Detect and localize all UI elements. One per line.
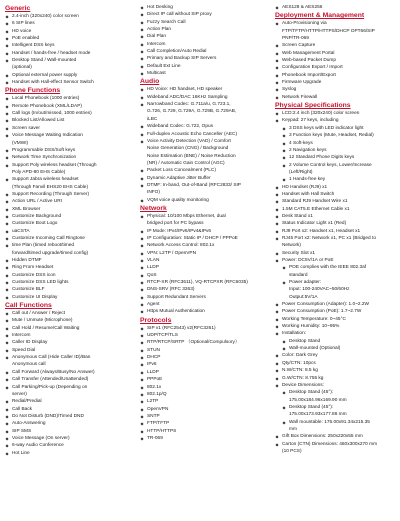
spec-item: ◆ Customize BLF xyxy=(5,286,133,293)
spec-item: ◆ Customize DSS LED lights xyxy=(5,279,133,286)
spec-item: ◆ RTCP-XR (RFC3611), VQ-RTCPXR (RFC6035) xyxy=(140,279,268,286)
spec-item: ◆ SIP v1 (RFC2543) v2(RFC3261) xyxy=(140,325,268,332)
spec-item: ◆ uaCSTA xyxy=(5,228,133,235)
spec-item: ◆ Call Transfer (Attended/Unattended) xyxy=(5,376,133,383)
spec-item: ◆ STUN xyxy=(140,347,268,354)
spec-item: ◆ Action URL / Active URI xyxy=(5,198,133,205)
spec-item: ◆ Standard RJ9 Handset Wire x1 xyxy=(275,198,397,205)
spec-item: ◆ Narrowband Codec: G.711a/u, G.723.1, G.726, G.729, G.729A, G.729B, G.729AB, iLBC xyxy=(140,101,268,123)
spec-item: ◆ Customize Incoming Call Ringtone xyxy=(5,235,133,242)
spec-item: ◆ IP Mode: IPv4/IPv6/IPv4&IPv6 xyxy=(140,228,268,235)
spec-item: ◆ SIP SMS xyxy=(5,428,133,435)
spec-item: ◆ VQM voice quality monitoring xyxy=(140,197,268,204)
spec-item: ◆ Power Consumption (Adapter): 1.0~2.2W xyxy=(275,301,397,308)
spec-item: ◆ Support Poly wireless headset (Through Poly APD-80 EHS Cable) xyxy=(5,162,133,177)
spec-item: ◆ Optional external power supply xyxy=(5,72,133,79)
spec-item: ◆ Full-duplex Acoustic Echo Canceller (AEC) xyxy=(140,131,268,138)
spec-item: ◆ Screen saver xyxy=(5,125,133,132)
spec-item: ◆ Voice Message Waiting Indication (VMWI) xyxy=(5,132,133,147)
spec-list xyxy=(5,13,133,86)
spec-item: ◆ Screen Capture xyxy=(275,42,397,49)
spec-item: ◆ Working Humidity: 10~95% xyxy=(275,323,397,330)
spec-item: ◆ Physical: 10/100 Mbps Ethernet, dual bridged port for PC bypass xyxy=(140,213,268,228)
spec-item: ◆ HD voice xyxy=(5,28,133,35)
spec-item: ◆ Wideband Codec: G.722, Opus xyxy=(140,123,268,130)
spec-item: ◆ Dynamic Adaptive Jitter Buffer xyxy=(140,175,268,182)
spec-sub-item: ◆ Desktop Stand xyxy=(275,338,397,345)
spec-item: ◆ PPPoE xyxy=(140,376,268,383)
spec-item: ◆ 6-way Audio Conference xyxy=(5,442,133,449)
spec-item: ◆ HD Voice: HD handset, HD speaker xyxy=(140,86,268,93)
spec-item: ◆ Programmable DSS/Soft keys xyxy=(5,147,133,154)
spec-item: ◆ Call Forward (Always/Busy/No Answer) xyxy=(5,369,133,376)
spec-item: ◆ Color: Dark Grey xyxy=(275,352,397,359)
spec-item: ◆ Handset with Hall-effect Sensor Switch xyxy=(5,79,133,86)
spec-item: ◆ AES128 & AES256 xyxy=(275,4,397,11)
spec-item: ◆ Call Hold / Resume/Call Waiting xyxy=(5,325,133,332)
spec-item: ◆ Customize Boot Logo xyxy=(5,220,133,227)
spec-item: ◆ Network Firewall xyxy=(275,94,397,101)
spec-item: ◆ Call Completion/Auto Redial xyxy=(140,48,268,55)
spec-item: ◆ Configuration Export / Import xyxy=(275,64,397,71)
spec-item: ◆ Power: DC5V/1A or PoE xyxy=(275,257,397,264)
spec-item: ◆ RJ9 Port x2: Handset x1, Headset x1 xyxy=(275,228,397,235)
section-network xyxy=(140,205,268,316)
spec-item: ◆ Blocked List/Allowed List xyxy=(5,117,133,124)
spec-item: ◆ FTP/TFTP xyxy=(140,420,268,427)
spec-item: ◆ Caller ID Display xyxy=(5,339,133,346)
section-heading: Network xyxy=(140,204,167,212)
spec-item: ◆ OpenVPN xyxy=(140,406,268,413)
spec-item: ◆ Do Not Disturb (DND)/Timed DND xyxy=(5,413,133,420)
spec-item: ◆ Multicast xyxy=(140,70,268,77)
spec-item: ◆ VLAN xyxy=(140,257,268,264)
spec-item: ◆ Keypad: 27 keys, including xyxy=(275,117,397,124)
spec-sub-item: ◆ 3 Function keys (Mute, Headset, Redial) xyxy=(275,132,397,139)
spec-item: ◆ Auto-Provisioning via FTP/TFTP/HTTP/HTTPS/DHCP OPT66/SIP PNP/TR-069 xyxy=(275,20,397,42)
spec-sub-item: ◆ POE complies with the IEEE 802.3af standard xyxy=(275,264,397,279)
spec-item: ◆ Intercom xyxy=(5,332,133,339)
spec-item: ◆ Ring From Headset xyxy=(5,264,133,271)
spec-item: ◆ SNTP xyxy=(140,413,268,420)
spec-sub-item: ◆ 12 Standard Phone Digits keys xyxy=(275,154,397,161)
section-phone-functions xyxy=(5,87,133,301)
spec-item: ◆ 802.1p/Q xyxy=(140,391,268,398)
spec-sub-item: ◆ Wall-mounted (Optional) xyxy=(275,345,397,352)
spec-item: ◆ Working Temperature: 0~45°C xyxy=(275,316,397,323)
spec-item: ◆ HTTP/HTTPS xyxy=(140,428,268,435)
spec-item: ◆ Wideband ADC/DAC 16KHz Sampling xyxy=(140,94,268,101)
spec-item: ◆ Status Indicator Light x1 (Red) xyxy=(275,220,397,227)
spec-sub-item: ◆ 4 Soft-keys xyxy=(275,140,397,147)
spec-item: ◆ Voice Activity Detection (VAD) / Comfort Noise Generation (CNG) / Background Noise Estimation (BNE) / Noise Reduction (NR) / Automatic Gain Control (AGC) xyxy=(140,138,268,167)
spec-list xyxy=(140,325,268,443)
spec-item: ◆ Web-based Packet Dump xyxy=(275,57,397,64)
section-heading: Generic xyxy=(5,5,31,12)
spec-item: ◆ Customize Background xyxy=(5,213,133,220)
spec-item: ◆ Handset with Hall Switch xyxy=(275,191,397,198)
spec-item: ◆ Auto-Answering xyxy=(5,420,133,427)
spec-item: ◆ LLDP xyxy=(140,264,268,271)
section-heading: Phone Functions xyxy=(5,87,61,95)
spec-item: ◆ TR-069 xyxy=(140,435,268,442)
spec-list xyxy=(140,213,268,316)
spec-item: ◆ Hidden DTMF xyxy=(5,257,133,264)
spec-item: ◆ time Plan (timed reboot/timed forward/timed upgrade/timed config) xyxy=(5,242,133,257)
spec-item: ◆ 802.1x xyxy=(140,384,268,391)
spec-item: ◆ Call Back xyxy=(5,406,133,413)
spec-item: ◆ Security Slot x1 xyxy=(275,250,397,257)
spec-item: ◆ Dial Plan xyxy=(140,33,268,40)
spec-item: ◆ Carton (CTN) Dimensions: 460x300x270 mm (10 PCS) xyxy=(275,441,397,456)
spec-item: ◆ Anonymous Call (Hide Caller ID)/Ban Anonymous call xyxy=(5,354,133,369)
spec-item: ◆ UDP/TCP/TLS xyxy=(140,332,268,339)
spec-item: ◆ IP Configuration: Static IP / DHCP / PPPoE xyxy=(140,235,268,242)
column-middle xyxy=(140,4,268,442)
spec-sub-item: ◆ Desktop Stand (45°): 175.00x184.96x169.90 mm xyxy=(275,389,397,404)
section-continued xyxy=(140,4,268,77)
spec-item: ◆ IPv6 xyxy=(140,361,268,368)
spec-item: ◆ RTP/RTCP/SRTP （Optional/Compulsory） xyxy=(140,339,268,346)
spec-item: ◆ Intelligent DSS keys xyxy=(5,42,133,49)
spec-item: ◆ Redial/Predial xyxy=(5,398,133,405)
column-left xyxy=(5,4,133,457)
spec-item: ◆ LCD:2.4 inch (320x240) color screen xyxy=(275,110,397,117)
spec-item: ◆ XML Browser xyxy=(5,206,133,213)
spec-item: ◆ Local Phonebook (1000 entries) xyxy=(5,95,133,102)
spec-item: ◆ Network Access Control: 802.1x xyxy=(140,242,268,249)
spec-item: ◆ Intercom xyxy=(140,41,268,48)
section-heading: Physical Specifications xyxy=(275,102,351,110)
spec-item: ◆ Customize DSS icon xyxy=(5,272,133,279)
spec-item: ◆ Voice Message (On server) xyxy=(5,435,133,442)
column-right xyxy=(275,4,397,455)
spec-list xyxy=(5,95,133,301)
section-audio xyxy=(140,78,268,204)
spec-list xyxy=(140,86,268,204)
spec-list xyxy=(5,310,133,457)
section-deployment-management xyxy=(275,12,397,101)
spec-item: ◆ PoE enabled xyxy=(5,35,133,42)
section-heading: Call Functions xyxy=(5,302,52,310)
spec-sub-item: ◆ 2 Navigation keys xyxy=(275,147,397,154)
spec-item: ◆ Mute / Unmute (Microphone) xyxy=(5,317,133,324)
section-physical-specifications xyxy=(275,102,397,455)
spec-item: ◆ Agent xyxy=(140,301,268,308)
spec-item: ◆ Fuzzy Search Call xyxy=(140,19,268,26)
spec-sub-item: ◆ Power adapter: Input: 100-240VAC~50/60Hz Output:5V/1A xyxy=(275,279,397,301)
spec-item: ◆ N.W/CTN: 8.5 kg xyxy=(275,367,397,374)
spec-item: ◆ Qty/CTN: 10pcs xyxy=(275,360,397,367)
section-continued xyxy=(275,4,397,11)
spec-item: ◆ DTMF: In-band, Out-of-Band (RFC2833/ SIP INFO) xyxy=(140,182,268,197)
section-heading: Audio xyxy=(140,78,160,86)
spec-item: ◆ 1.5M CAT5.E Ethernet Cable x1 xyxy=(275,206,397,213)
spec-item: ◆ Remote Phonebook (XML/LDAP) xyxy=(5,103,133,110)
section-generic xyxy=(5,5,133,86)
spec-item: ◆ Installation: xyxy=(275,330,397,337)
spec-item: ◆ Network Time Synchronization xyxy=(5,154,133,161)
spec-item: ◆ G.W/CTN: 8.755 kg xyxy=(275,375,397,382)
spec-item: ◆ Call Parking/Pick-up (Depending on server) xyxy=(5,384,133,399)
spec-item: ◆ Support Redundant Servers xyxy=(140,294,268,301)
spec-item: ◆ Call out / Answer / Reject xyxy=(5,310,133,317)
spec-sub-item: ◆ Wall mountable: 175.00x91.34x215.35 mm xyxy=(275,419,397,434)
spec-item: ◆ Primary and Backup SIP Servers xyxy=(140,55,268,62)
spec-list xyxy=(275,4,397,11)
spec-item: ◆ Support Recording (Through Server) xyxy=(5,191,133,198)
section-call-functions xyxy=(5,302,133,457)
spec-item: ◆ VPN: L2TP / OpenVPN xyxy=(140,250,268,257)
spec-item: ◆ Https Mutual Authentication xyxy=(140,308,268,315)
spec-item: ◆ QoS xyxy=(140,272,268,279)
spec-item: ◆ Device Dimensions: xyxy=(275,382,397,389)
spec-item: ◆ Syslog xyxy=(275,86,397,93)
spec-item: ◆ Call logs (In/out/missed, 1000 entries) xyxy=(5,110,133,117)
spec-item: ◆ Handset / hands-free / headset mode xyxy=(5,50,133,57)
spec-item: ◆ Speed Dial xyxy=(5,347,133,354)
spec-item: ◆ LLDP xyxy=(140,369,268,376)
spec-item: ◆ 2.4-inch (320x240) color screen xyxy=(5,13,133,20)
spec-item: ◆ Support Jabra wireless headset (Through Fanvil EHS20 EHS Cable) xyxy=(5,176,133,191)
spec-item: ◆ Direct IP call without SIP proxy xyxy=(140,11,268,18)
spec-item: ◆ Hot Line xyxy=(5,450,133,457)
section-heading: Protocols xyxy=(140,316,172,324)
spec-item: ◆ Web Management Portal xyxy=(275,50,397,57)
spec-item: ◆ Hot Desking xyxy=(140,4,268,11)
spec-item: ◆ RJ45 Port x2: Network x1, PC x1 (Bridged to Network) xyxy=(275,235,397,250)
spec-list xyxy=(275,110,397,455)
spec-item: ◆ Phonebook Import/Export xyxy=(275,72,397,79)
spec-item: ◆ DNS-SRV (RFC 3263) xyxy=(140,286,268,293)
spec-sub-item: ◆ 2 Volume Control keys, Lower/Increase (Left/Right) xyxy=(275,162,397,177)
spec-item: ◆ Firmware Upgrade xyxy=(275,79,397,86)
spec-sub-item: ◆ 3 DSS keys with LED indicator light xyxy=(275,125,397,132)
spec-item: ◆ L2TP xyxy=(140,398,268,405)
spec-item: ◆ Desk Stand x1 xyxy=(275,213,397,220)
section-heading: Deployment & Management xyxy=(275,12,365,20)
section-protocols xyxy=(140,317,268,443)
spec-sub-item: ◆ Desktop Stand (45°): 175.00x173.93x177.86 mm xyxy=(275,404,397,419)
spec-item: ◆ Power Consumption (PoE): 1.7~2.7W xyxy=(275,308,397,315)
spec-list xyxy=(140,4,268,77)
spec-item: ◆ DHCP xyxy=(140,354,268,361)
spec-sub-item: ◆ 1 Hands-free key xyxy=(275,176,397,183)
spec-item: ◆ Customize UI Display xyxy=(5,294,133,301)
spec-list xyxy=(275,20,397,101)
spec-item: ◆ Default Ext Line xyxy=(140,63,268,70)
spec-item: ◆ Desktop Stand / Wall-mounted (optional) xyxy=(5,57,133,72)
spec-item: ◆ Gift Box Dimensions: 250x220x55 mm xyxy=(275,433,397,440)
spec-item: ◆ Packet Loss Concealment (PLC) xyxy=(140,167,268,174)
spec-item: ◆ HD Handset (RJ9) x1 xyxy=(275,184,397,191)
spec-item: ◆ 6 SIP lines xyxy=(5,20,133,27)
spec-item: ◆ Action Plan xyxy=(140,26,268,33)
